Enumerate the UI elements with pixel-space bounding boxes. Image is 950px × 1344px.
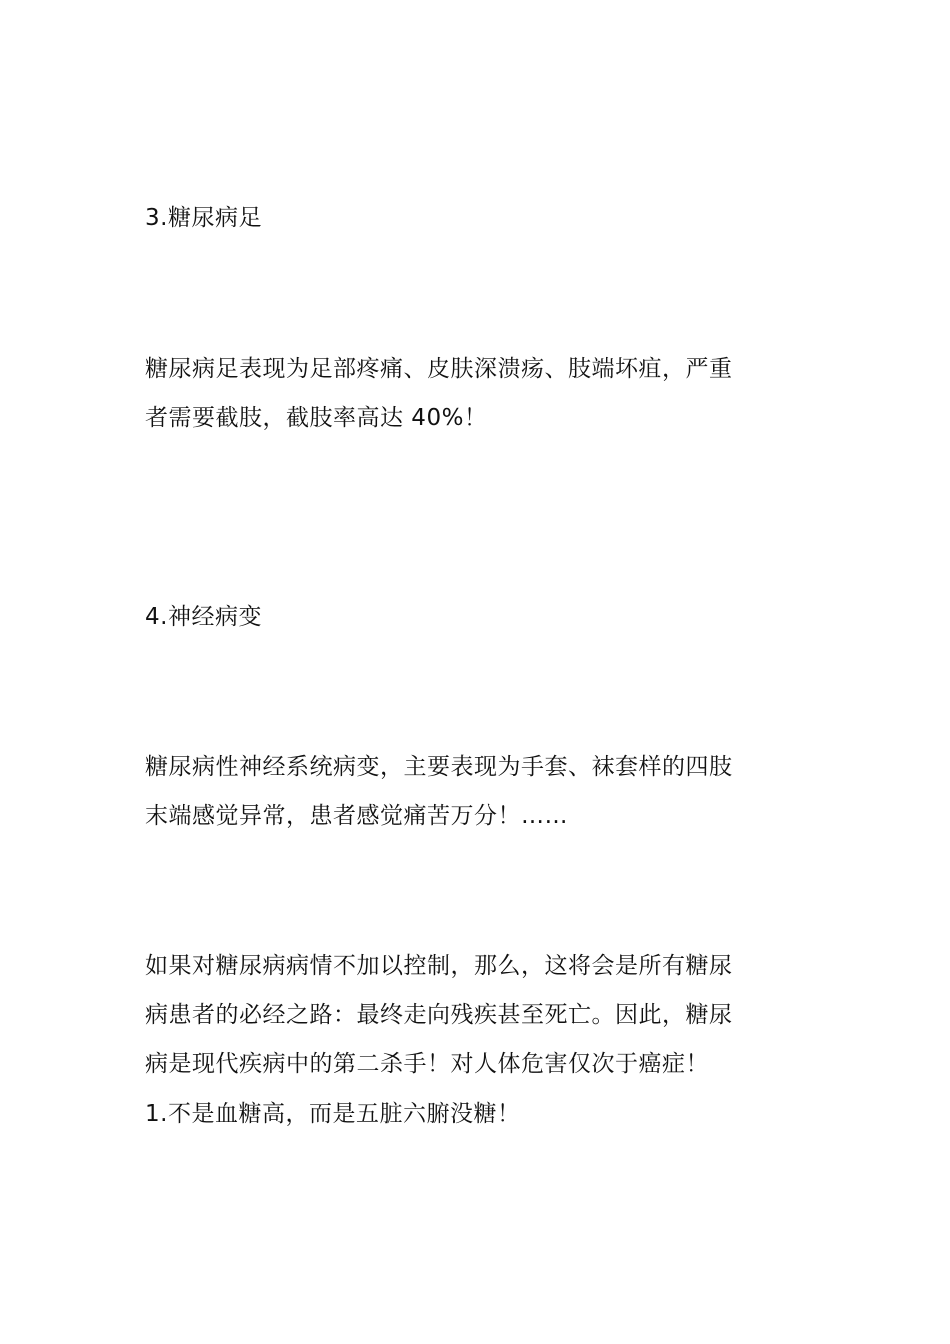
section-3-paragraph-line-1: 糖尿病足表现为足部疼痛、皮肤深溃疡、肢端坏疽，严重: [145, 356, 733, 382]
section-4-heading: 4.神经病变: [145, 604, 262, 630]
section-4-paragraph-line-1: 糖尿病性神经系统病变，主要表现为手套、袜套样的四肢: [145, 754, 733, 780]
section-3-heading: 3.糖尿病足: [145, 205, 262, 231]
conclusion-paragraph-line-2: 病患者的必经之路：最终走向残疾甚至死亡。因此，糖尿: [145, 1002, 733, 1028]
conclusion-paragraph-line-1: 如果对糖尿病病情不加以控制，那么，这将会是所有糖尿: [145, 953, 733, 979]
conclusion-paragraph-line-3: 病是现代疾病中的第二杀手！对人体危害仅次于癌症！: [145, 1051, 709, 1077]
section-3-paragraph-line-2: 者需要截肢，截肢率高达 40%！: [145, 405, 488, 431]
section-4-paragraph-line-2: 末端感觉异常，患者感觉痛苦万分！……: [145, 803, 568, 829]
conclusion-paragraph-line-4: 1.不是血糖高，而是五脏六腑没糖！: [145, 1101, 521, 1127]
